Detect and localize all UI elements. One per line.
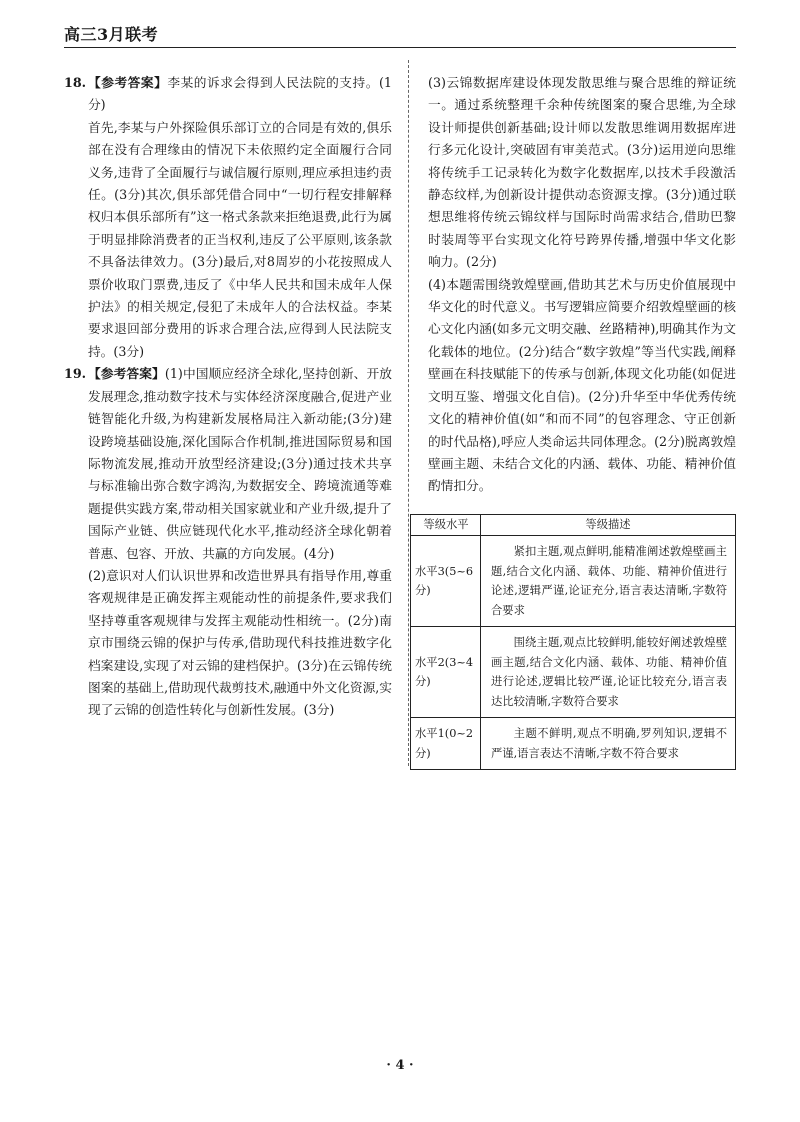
q19-part3: (3)云锦数据库建设体现发散思维与聚合思维的辩证统一。通过系统整理千余种传统图案的聚合思维,为全球设计师提供创新基础;设计师以发散思维调用数据库进行多元化设计,突破固有审美范式。(3分)运用逆向思维将传统手工记录转化为数字化数据库,以技术手段激活静态纹样,为创新设计提供动态资源支撑。(3分)通过联想思维将传统云锦纹样与国际时尚需求结合,借助巴黎时装周等平台实现文化符号跨界传播,增强中华文化影响力。(2分) — [428, 75, 736, 270]
grading-row — [411, 627, 736, 718]
grading-row — [411, 536, 736, 627]
left-column — [64, 72, 392, 722]
header-description: 等级描述 — [481, 515, 736, 536]
q19-part4: (4)本题需围绕敦煌壁画,借助其艺术与历史价值展现中华文化的时代意义。书写逻辑应简要介绍敦煌壁画的核心文化内涵(如多元文明交融、丝路精神),明确其作为文化载体的地位。(2分)结合“数字敦煌”等当代实践,阐释壁画在科技赋能下的传承与创新,体现文化功能(如促进文明互鉴、增强文化自信)。(2分)升华至中华优秀传统文化的精神价值(如“和而不同”的包容理念、守正创新的时代品格),呼应人类命运共同体理念。(2分)脱离敦煌壁画主题、未结合文化的内涵、载体、功能、精神价值酌情扣分。 — [428, 276, 736, 494]
header-level: 等级水平 — [411, 515, 481, 536]
grade-description-text: 紧扣主题,观点鲜明,能精准阐述敦煌壁画主题,结合文化内涵、载体、功能、精神价值进行论述,逻辑严谨,论证充分,语言表达清晰,字数符合要求 — [491, 545, 727, 617]
grading-table-header — [411, 515, 736, 536]
grade-description-text: 围绕主题,观点比较鲜明,能较好阐述敦煌壁画主题,结合文化内涵、载体、功能、精神价值进行论述,逻辑比较严谨,论证比较充分,语言表达比较清晰,字数符合要求 — [491, 636, 727, 708]
q19-part1: (1)中国顺应经济全球化,坚持创新、开放发展理念,推动数字技术与实体经济深度融合,促进产业链智能化升级,为构建新发展格局注入新动能;(3分)建设跨境基础设施,深化国际合作机制,推进国际贸易和国际物流发展,推动开放型经济建设;(3分)通过技术共享与标准输出弥合数字鸿沟,为数据安全、跨境流通等难题提供实践方案,带动相关国家就业和产业升级,提升了国际产业链、供应链现代化水平,推动经济全球化朝着普惠、包容、开放、共赢的方向发展。(4分) — [88, 366, 392, 561]
exam-header-title: 高三3月联考 — [64, 25, 159, 44]
column-divider — [408, 60, 409, 766]
grade-level: 水平1(0~2分) — [411, 718, 481, 770]
grading-table — [410, 514, 736, 770]
grading-row — [411, 718, 736, 770]
grade-description — [481, 627, 736, 718]
right-column — [428, 72, 736, 498]
grade-description — [481, 718, 736, 770]
q19-answer-label: 【参考答案】 — [88, 366, 165, 382]
header-divider — [64, 47, 736, 48]
q18-answer-lead: 李某的诉求会得到人民法院的支持。(1分) — [88, 75, 392, 113]
grade-level: 水平2(3~4分) — [411, 627, 481, 718]
q19-part2: (2)意识对人们认识世界和改造世界具有指导作用,尊重客观规律是正确发挥主观能动性的前提条件,要求我们坚持尊重客观规律与发挥主观能动性相统一。(2分)南京市围绕云锦的保护与传承,借助现代科技推进数字化档案建设,实现了对云锦的建档保护。(3分)在云锦传统图案的基础上,借助现代裁剪技术,融通中外文化资源,实现了云锦的创造性转化与创新性发展。(3分) — [88, 567, 392, 718]
grade-level: 水平3(5~6分) — [411, 536, 481, 627]
q18-explanation: 首先,李某与户外探险俱乐部订立的合同是有效的,俱乐部在没有合理缘由的情况下未依照约定全面履行合同义务,违背了全面履行与诚信履行原则,理应承担违约责任。(3分)其次,俱乐部凭借合同中“一切行程安排解释权归本俱乐部所有”这一格式条款来拒绝退费,此行为属于明显排除消费者的正当权利,违反了公平原则,该条款不具备法律效力。(3分)最后,对8周岁的小花按照成人票价收取门票费,违反了《中华人民共和国未成年人保护法》的相关规定,侵犯了未成年人的合法权益。李某要求退回部分费用的诉求合理合法,应得到人民法院支持。(3分) — [88, 119, 392, 359]
question-18-number: 18. — [64, 75, 87, 90]
grade-description-text: 主题不鲜明,观点不明确,罗列知识,逻辑不严谨,语言表达不清晰,字数不符合要求 — [491, 727, 727, 760]
question-19-number: 19. — [64, 366, 87, 382]
page-number: · 4 · — [386, 1058, 414, 1073]
question-19 — [64, 363, 392, 722]
grade-description — [481, 536, 736, 627]
question-18 — [64, 72, 392, 363]
q18-answer-label: 【参考答案】 — [88, 75, 168, 90]
